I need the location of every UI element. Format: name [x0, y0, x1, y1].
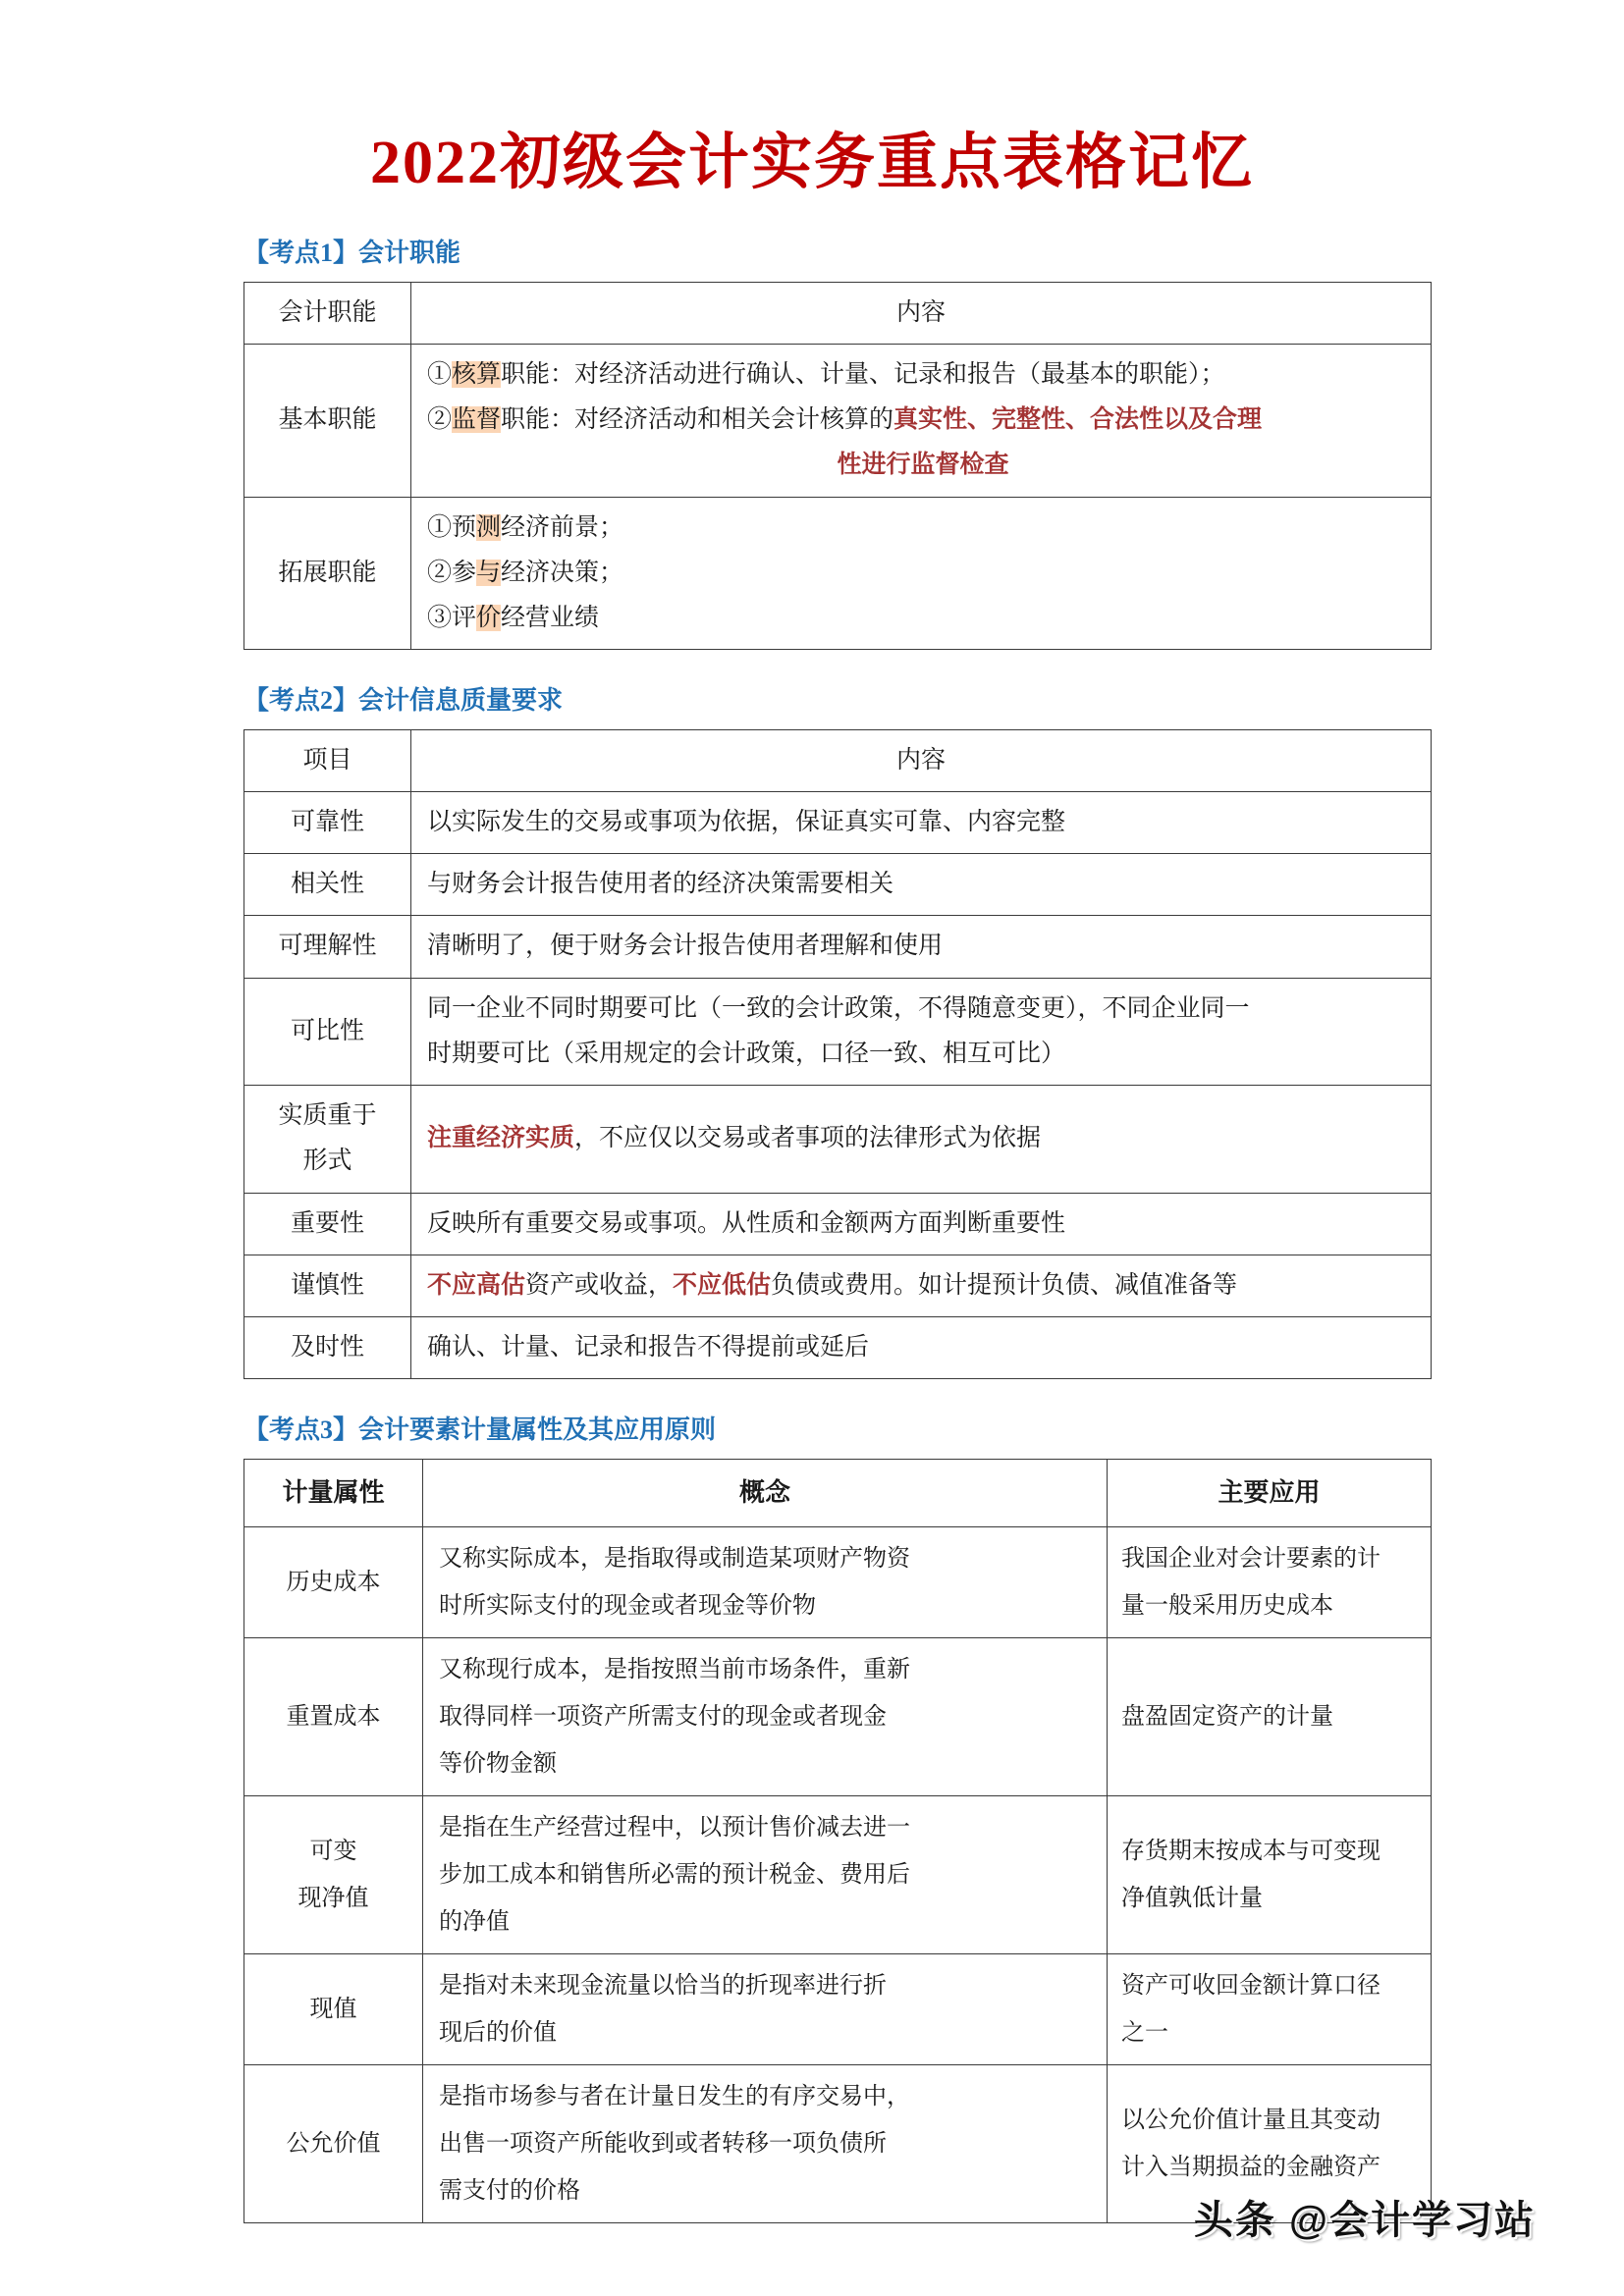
row-content-extended-function: ①预测经济前景； ②参与经济决策； ③评价经营业绩 [411, 497, 1432, 650]
concept-line: 又称实际成本，是指取得或制造某项财产物资 [439, 1545, 910, 1572]
concept-line: 需支付的价格 [439, 2177, 580, 2204]
table-header-row [244, 729, 1432, 791]
application-line: 存货期末按成本与可变现 [1121, 1838, 1380, 1864]
row-content-basic-function: ①核算职能：对经济活动进行确认、计量、记录和报告（最基本的职能）； ②监督职能：对经济活动和相关会计核算的真实性、完整性、合法性以及合理 性进行监督检查 [411, 344, 1432, 497]
row-application-replacement-cost: 盘盈固定资产的计量 [1108, 1637, 1432, 1795]
concept-line: 步加工成本和销售所必需的预计税金、费用后 [439, 1861, 910, 1888]
row-content-prudence: 不应高估资产或收益，不应低估负债或费用。如计提预计负债、减值准备等 [411, 1255, 1432, 1316]
section-1-name: 会计职能 [358, 239, 461, 268]
col-header-item: 项目 [244, 729, 411, 791]
application-line: 净值孰低计量 [1121, 1885, 1263, 1911]
col-header-function: 会计职能 [244, 282, 411, 344]
col-header-application: 主要应用 [1108, 1459, 1432, 1526]
row-content-timeliness: 确认、计量、记录和报告不得提前或延后 [411, 1317, 1432, 1379]
table-row [244, 1526, 1432, 1637]
highlight-yu: 与 [476, 559, 502, 586]
row-label-substance-over-form: 实质重于 形式 [244, 1086, 411, 1194]
row-application-historical-cost [1108, 1526, 1432, 1637]
concept-line: 是指在生产经营过程中，以预计售价减去进一 [439, 1814, 910, 1841]
table-row [244, 1255, 1432, 1316]
application-line: 之一 [1121, 2019, 1168, 2046]
application-line: 资产可收回金额计算口径 [1121, 1972, 1380, 1999]
table-row [244, 978, 1432, 1086]
row-label-understandability: 可理解性 [244, 916, 411, 978]
row-label-replacement-cost: 重置成本 [244, 1637, 423, 1795]
application-line: 我国企业对会计要素的计 [1121, 1545, 1380, 1572]
application-line: 量一般采用历史成本 [1121, 1592, 1333, 1619]
col-header-attribute: 计量属性 [244, 1459, 423, 1526]
comparability-line-1: 同一企业不同时期要可比（一致的会计政策，不得随意变更），不同企业同一 [427, 994, 1250, 1022]
row-content-comparability [411, 978, 1432, 1086]
row-content-materiality: 反映所有重要交易或事项。从性质和金额两方面判断重要性 [411, 1193, 1432, 1255]
table-row [244, 497, 1432, 650]
concept-line: 时所实际支付的现金或者现金等价物 [439, 1592, 816, 1619]
row-application-net-realizable-value [1108, 1795, 1432, 1953]
row-concept-replacement-cost [423, 1637, 1108, 1795]
emphasis-substance: 注重经济实质 [427, 1125, 575, 1152]
col-header-concept: 概念 [423, 1459, 1108, 1526]
highlight-jiandu: 监督 [452, 406, 502, 434]
highlight-ce: 测 [476, 513, 502, 541]
table-row [244, 916, 1432, 978]
table-row [244, 1795, 1432, 1953]
table-row [244, 1637, 1432, 1795]
row-label-timeliness: 及时性 [244, 1317, 411, 1379]
section-1-heading [244, 236, 1432, 281]
row-label-prudence: 谨慎性 [244, 1255, 411, 1316]
table-header-row [244, 282, 1432, 344]
section-3-heading [244, 1413, 1432, 1458]
table-measurement-attributes [244, 1459, 1432, 2223]
row-label-present-value: 现值 [244, 1953, 423, 2064]
concept-line: 取得同样一项资产所需支付的现金或者现金 [439, 1703, 887, 1730]
highlight-jia: 价 [476, 605, 502, 632]
table-row [244, 791, 1432, 853]
row-concept-fair-value [423, 2064, 1108, 2222]
concept-line: 的净值 [439, 1908, 510, 1935]
row-label-reliability: 可靠性 [244, 791, 411, 853]
page-title: 2022初级会计实务重点表格记忆 [369, 130, 1254, 196]
section-2-heading [244, 683, 1432, 728]
concept-line: 出售一项资产所能收到或者转移一项负债所 [439, 2130, 887, 2157]
section-3-tag: 【考点3】 [244, 1415, 359, 1445]
section-2-tag: 【考点2】 [244, 686, 359, 716]
row-label-comparability: 可比性 [244, 978, 411, 1086]
table-accounting-functions [244, 282, 1432, 651]
concept-line: 等价物金额 [439, 1750, 557, 1777]
row-application-present-value [1108, 1953, 1432, 2064]
table-quality-requirements [244, 729, 1432, 1380]
row-concept-present-value [423, 1953, 1108, 2064]
section-1 [0, 236, 1624, 650]
section-3 [0, 1413, 1624, 2222]
table-row [244, 854, 1432, 916]
row-label-relevance: 相关性 [244, 854, 411, 916]
table-row [244, 1317, 1432, 1379]
row-content-substance-over-form: 注重经济实质，不应仅以交易或者事项的法律形式为依据 [411, 1086, 1432, 1194]
row-label-historical-cost: 历史成本 [244, 1526, 423, 1637]
comparability-line-2: 时期要可比（采用规定的会计政策，口径一致、相互可比） [427, 1040, 1066, 1067]
section-1-tag: 【考点1】 [244, 239, 359, 268]
row-content-understandability: 清晰明了，便于财务会计报告使用者理解和使用 [411, 916, 1432, 978]
row-label-fair-value: 公允价值 [244, 2064, 423, 2222]
col-header-content: 内容 [411, 282, 1432, 344]
highlight-hesuan: 核算 [452, 360, 502, 388]
table-row [244, 344, 1432, 497]
table-row [244, 1193, 1432, 1255]
row-concept-historical-cost [423, 1526, 1108, 1637]
concept-line: 又称现行成本，是指按照当前市场条件，重新 [439, 1656, 910, 1682]
section-3-name: 会计要素计量属性及其应用原则 [358, 1415, 717, 1445]
emphasis-no-understate: 不应低估 [673, 1271, 772, 1299]
row-label-extended-function: 拓展职能 [244, 497, 411, 650]
emphasis-no-overstate: 不应高估 [427, 1271, 526, 1299]
table-row [244, 1086, 1432, 1194]
section-2 [0, 683, 1624, 1379]
col-header-content: 内容 [411, 729, 1432, 791]
concept-line: 是指对未来现金流量以恰当的折现率进行折 [439, 1972, 887, 1999]
concept-line: 是指市场参与者在计量日发生的有序交易中， [439, 2083, 910, 2109]
concept-line: 现后的价值 [439, 2019, 557, 2046]
row-content-reliability: 以实际发生的交易或事项为依据，保证真实可靠、内容完整 [411, 791, 1432, 853]
table-header-row [244, 1459, 1432, 1526]
row-label-net-realizable-value: 可变 现净值 [244, 1795, 423, 1953]
row-content-relevance: 与财务会计报告使用者的经济决策需要相关 [411, 854, 1432, 916]
row-label-basic-function: 基本职能 [244, 344, 411, 497]
section-2-name: 会计信息质量要求 [358, 686, 564, 716]
watermark: 头条 @会计学习站 [1193, 2199, 1536, 2242]
row-concept-net-realizable-value [423, 1795, 1108, 1953]
application-line: 以公允价值计量且其变动 [1121, 2107, 1380, 2133]
row-label-materiality: 重要性 [244, 1193, 411, 1255]
table-row [244, 1953, 1432, 2064]
application-line: 计入当期损益的金融资产 [1121, 2154, 1380, 2180]
